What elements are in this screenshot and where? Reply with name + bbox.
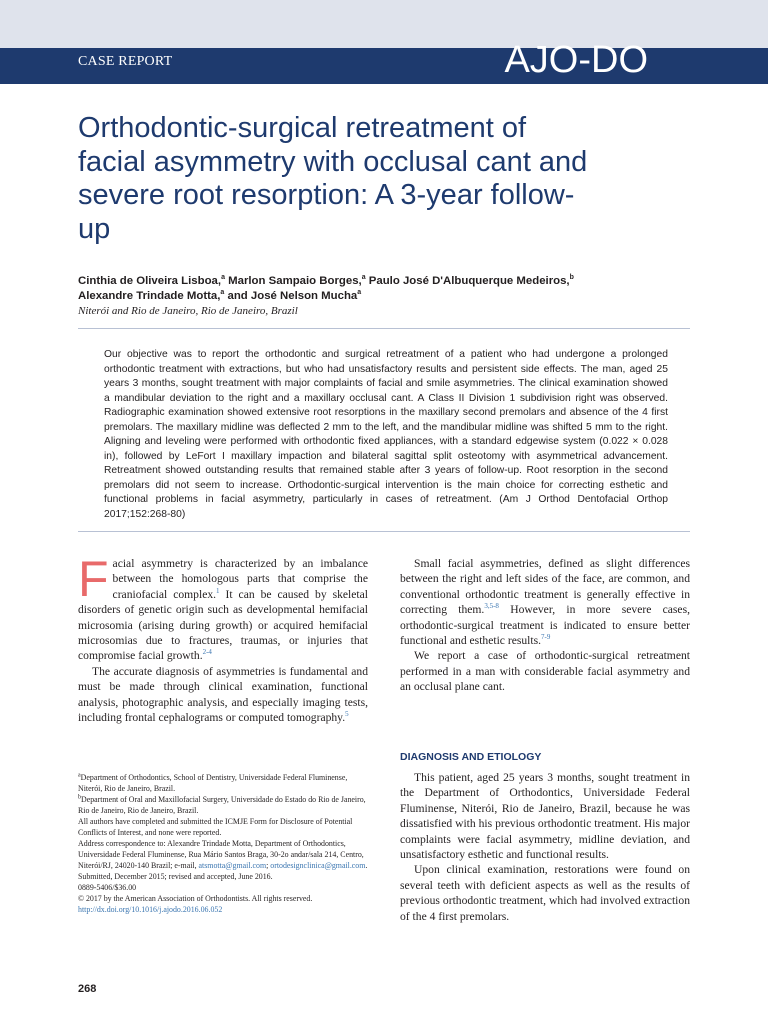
abstract: Our objective was to report the orthodontic and surgical retreatment of a patient who had undergone a prolonged orthodontic treatment with extractions, but who had unsatisfactory results and persistent side effects. The man, aged 25 years 3 months, sought treatment with major complaints of facial and smile asymmetries. The clinical examination showed a mandibular deviation to the right and a maxillary occlusal cant. A Class II Division 1 subdivision right was observed. Radiographic examination showed extensive root resorptions in the maxillary second premolars and absence of the 4 first premolars. The maxillary midline was deflected 2 mm to the left, and the mandibular midline was shifted 5 mm to the right. Aligning and leveling were performed with orthodontic fixed appliances, with a standard edgewise system (0.022 × 0.028 in), followed by LeFort I maxillary impaction and bilateral sagittal split osteotomy with asymmetrical advancement. Retreatment showed outstanding results that remained stable after 3 years of follow-up. Root resorption in the second premolars did not seem to increase. Orthodontic-surgical intervention is the main choice for correcting esthetic and functional problems in facial asymmetry, particularly in cases of retreatment. (Am J Orthod Dentofacial Orthop 2017;152:268-80) [104, 349, 668, 520]
paragraph: We report a case of orthodontic-surgical retreatment performed in a man with considerable facial asymmetry and an occlusal plane cant. [400, 649, 690, 694]
abstract-top-rule [78, 328, 690, 329]
author: Cinthia de Oliveira Lisboa, [78, 275, 222, 287]
citation[interactable]: 3,5-8 [484, 602, 499, 611]
email-link[interactable]: ortodesignclinica@gmail.com [270, 861, 366, 870]
right-column-bottom [400, 770, 690, 924]
paragraph: Upon clinical examination, restorations were found on several teeth with deficient aspects as well as the results of previous orthodontic treatment, which had involved extraction of the 4 first premolars. [400, 863, 690, 923]
footnote-text: Address correspondence to: Alexandre Trindade Motta, Department of Orthodontics, Universidade Federal Fluminense, Rua Mário Santos Braga, 30-2o andar/sala 214, Centro, Niterói/RJ, 24020-140 Brazil; e-mail, [78, 839, 364, 870]
text-run: Small facial asymmetries, defined as slight differences between the right and left sides of the face, are common, and conventional orthodontic treatment is generally effective in correcting them. [400, 557, 690, 617]
journal-header-bar [0, 39, 768, 84]
doi-link[interactable]: http://dx.doi.org/10.1016/j.ajodo.2016.06.052 [78, 905, 223, 914]
citation[interactable]: 5 [345, 710, 349, 719]
paragraph [400, 556, 690, 648]
author-affil-mark: b [569, 274, 574, 282]
text-run: acial asymmetry is characterized by an imbalance between the homologous parts that comprise the craniofacial complex. [112, 557, 368, 601]
author-list [78, 274, 638, 304]
drop-cap: F [78, 551, 109, 607]
top-band [0, 0, 768, 48]
citation[interactable]: 1 [216, 586, 220, 595]
article-title: Orthodontic-surgical retreatment of facial asymmetry with occlusal cant and severe root resorption: A 3-year follow-up [78, 112, 588, 245]
footnote-mark: a [78, 772, 81, 779]
footnote-text: Department of Orthodontics, School of Dentistry, Universidade Federal Fluminense, Niterói, Rio de Janeiro, Brazil. [78, 773, 348, 793]
author: Alexandre Trindade Motta, [78, 290, 221, 302]
text-run: The accurate diagnosis of asymmetries is fundamental and must be made through clinical examination, functional analysis, photographic analysis, and especially imaging tests, including frontal cephalograms or computed tomography. [78, 664, 368, 725]
author-location: Niterói and Rio de Janeiro, Rio de Janeiro, Brazil [78, 305, 298, 317]
footnote-mark: b [78, 794, 81, 801]
left-column [78, 551, 368, 725]
footnote-issn: 0889-5406/$36.00 [78, 883, 137, 892]
page-number: 268 [78, 983, 97, 995]
article-category: CASE REPORT [78, 54, 173, 69]
author: Paulo José D'Albuquerque Medeiros, [368, 275, 570, 287]
author-affil-mark: a [361, 274, 366, 282]
citation[interactable]: 7-9 [541, 633, 551, 642]
right-column-top [400, 556, 690, 695]
author: Marlon Sampaio Borges, [228, 275, 362, 287]
author-affil-mark: a [357, 289, 362, 297]
footnote-address: Address correspondence to: Alexandre Trindade Motta, Department of Orthodontics, Universidade Federal Fluminense, Rua Mário Santos Braga, 30-2o andar/sala 214, Centro, Niterói/RJ, 24020-140 Brazil; e-mail, atsmotta@gmail.com; ortodesignclinica@gmail.com. [78, 839, 368, 870]
footnotes [78, 772, 368, 915]
footnote-copyright: © 2017 by the American Association of Orthodontists. All rights reserved. [78, 894, 313, 903]
footnote-affiliation-b [78, 794, 368, 816]
paragraph: This patient, aged 25 years 3 months, sought treatment in the Department of Orthodontics, Universidade Federal Fluminense, Niterói, Rio de Janeiro, Brazil, because he was dissatisfied with his previous orthodontic treatment. His major complaints were facial asymmetry, midline deviation, and unsatisfactory esthetic and functional results. [400, 771, 690, 862]
text-run: It can be caused by skeletal disorders of genetic origin such as developmental hemifacial microsomia (arising during growth) or acquired hemifacial microsomias due to fractures, traumas, or injuries that compromise facial growth. [78, 587, 368, 663]
text-run: However, in more severe cases, orthodontic-surgical treatment is indicated to ensure better functional and esthetic results. [400, 603, 690, 648]
footnote-affiliation-a [78, 772, 368, 794]
author-affil-mark: a [221, 274, 225, 282]
footnote-doi [78, 904, 368, 915]
footnote-text: Department of Oral and Maxillofacial Surgery, Universidade do Estado do Rio de Janeiro, Rio de Janeiro, Rio de Janeiro, Brazil. [78, 795, 366, 815]
section-heading: DIAGNOSIS AND ETIOLOGY [400, 751, 542, 763]
email-link[interactable]: atsmotta@gmail.com [198, 861, 267, 870]
citation[interactable]: 2-4 [202, 648, 212, 657]
paragraph [78, 664, 368, 726]
intro-paragraph [78, 551, 368, 664]
author-affil-mark: a [220, 289, 225, 297]
footnote-submitted: Submitted, December 2015; revised and accepted, June 2016. [78, 872, 273, 881]
footnote-disclosure: All authors have completed and submitted the ICMJE Form for Disclosure of Potential Conflicts of Interest, and none were reported. [78, 817, 353, 837]
journal-logo: AJO-DO [504, 39, 648, 81]
author: and José Nelson Mucha [227, 290, 358, 302]
abstract-bottom-rule [78, 531, 690, 532]
